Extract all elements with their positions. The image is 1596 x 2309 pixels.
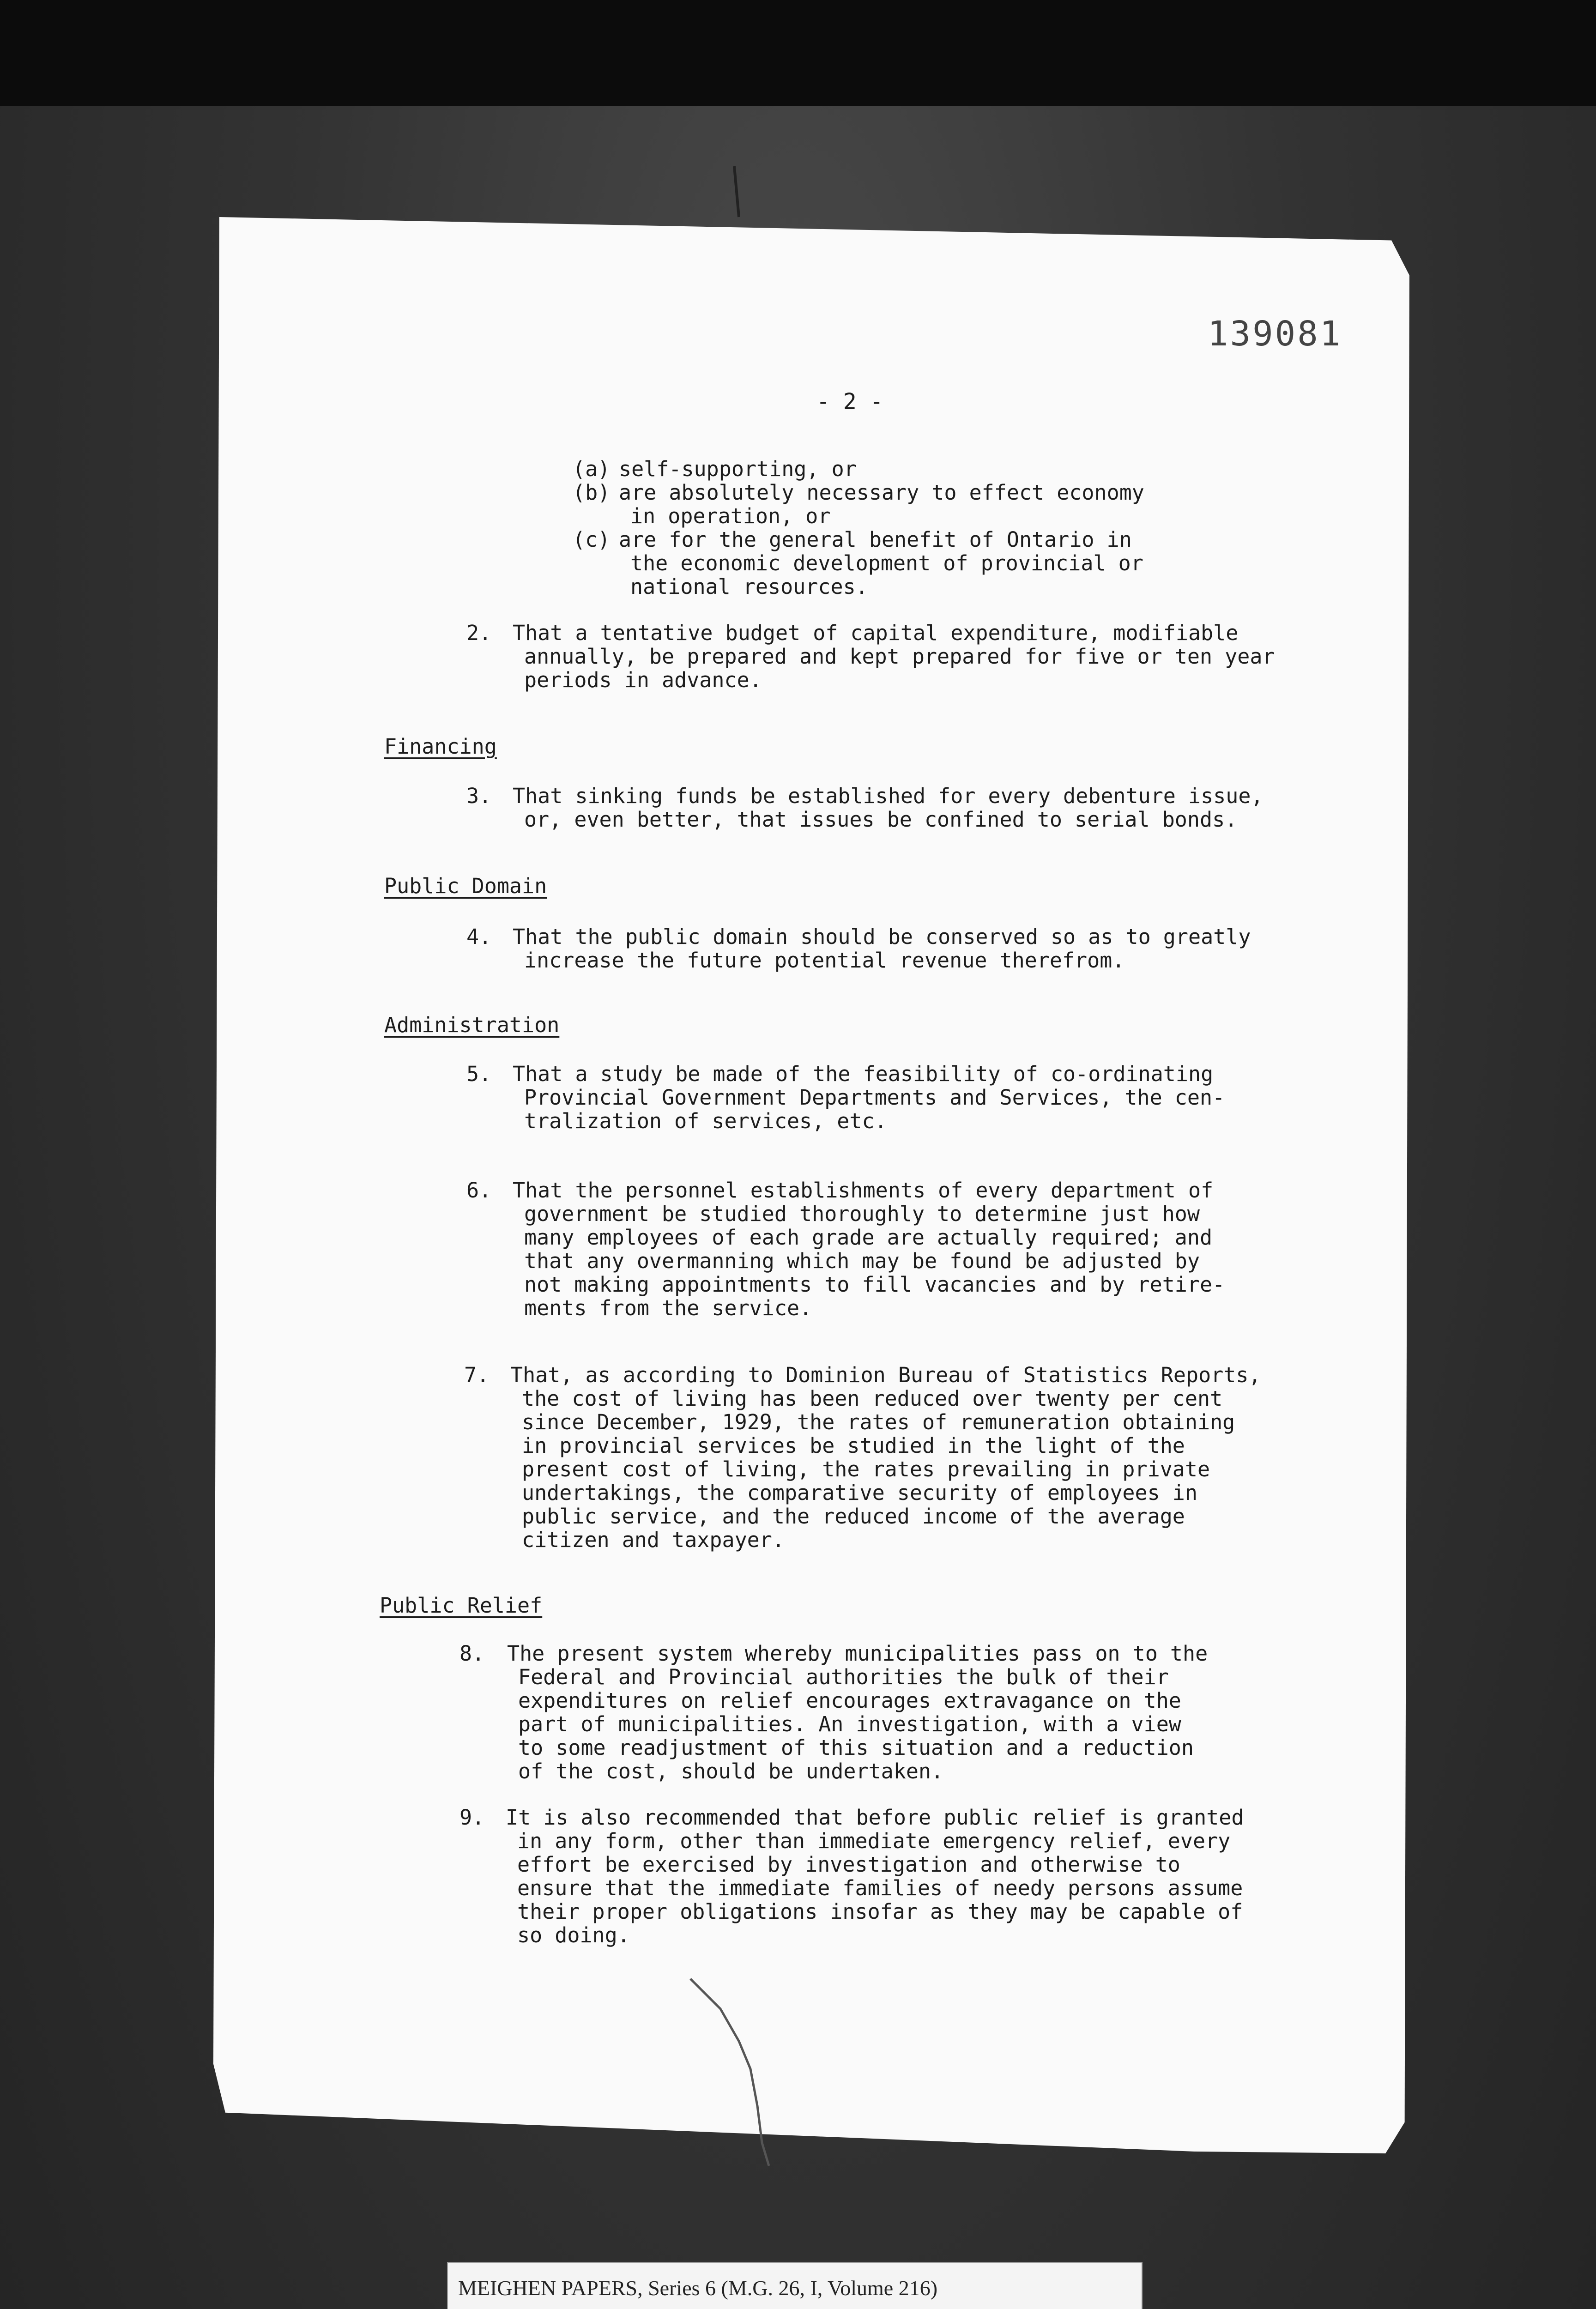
item-line: periods in advance. bbox=[524, 668, 762, 692]
item-line: since December, 1929, the rates of remuneration obtaining bbox=[522, 1410, 1235, 1434]
item-line: That a tentative budget of capital expenditure, modifiable bbox=[513, 621, 1239, 645]
series-label-text: MEIGHEN PAPERS, Series 6 (M.G. 26, I, Volume 216) bbox=[458, 2276, 938, 2300]
item-line: That sinking funds be established for every debenture issue, bbox=[513, 784, 1264, 808]
sub-item-label: (c) bbox=[573, 527, 611, 552]
section-heading-financing: Financing bbox=[384, 734, 497, 759]
item-line: That a study be made of the feasibility of co-ordinating bbox=[513, 1062, 1214, 1086]
sub-item-label: (a) bbox=[573, 457, 611, 481]
item-line: government be studied thoroughly to determine just how bbox=[524, 1202, 1200, 1226]
item-line: annually, be prepared and kept prepared for five or ten year bbox=[524, 644, 1275, 669]
item-line: That the personnel establishments of every department of bbox=[513, 1178, 1214, 1203]
item-line: ensure that the immediate families of needy persons assume bbox=[517, 1876, 1243, 1900]
item-line: That the public domain should be conserved so as to greatly bbox=[513, 925, 1251, 949]
item-line: of the cost, should be undertaken. bbox=[518, 1759, 944, 1783]
series-label bbox=[447, 2262, 1143, 2309]
item-line: present cost of living, the rates prevailing in private bbox=[522, 1457, 1210, 1481]
item-number: 3. bbox=[466, 784, 492, 808]
page-number: - 2 - bbox=[816, 389, 883, 415]
item-line: Federal and Provincial authorities the bulk of their bbox=[518, 1665, 1169, 1689]
item-line: That, as according to Dominion Bureau of Statistics Reports, bbox=[510, 1363, 1261, 1387]
item-line: undertakings, the comparative security of employees in bbox=[522, 1481, 1197, 1505]
item-line: effort be exercised by investigation and otherwise to bbox=[517, 1852, 1180, 1877]
sub-item-line: in operation, or bbox=[630, 504, 831, 528]
item-line: in provincial services be studied in the light of the bbox=[522, 1433, 1185, 1458]
item-number: 5. bbox=[466, 1062, 492, 1086]
item-line: or, even better, that issues be confined to serial bonds. bbox=[524, 807, 1238, 832]
scan-top-band bbox=[0, 0, 1596, 106]
item-number: 6. bbox=[466, 1178, 492, 1203]
archive-stamp-number: 139081 bbox=[1208, 314, 1342, 354]
item-line: their proper obligations insofar as they may be capable of bbox=[517, 1899, 1243, 1924]
item-line: the cost of living has been reduced over twenty per cent bbox=[522, 1386, 1223, 1411]
sub-item-line: are absolutely necessary to effect economy bbox=[619, 480, 1144, 505]
item-number: 9. bbox=[459, 1805, 485, 1830]
item-line: ments from the service. bbox=[524, 1296, 812, 1320]
item-line: public service, and the reduced income of the average bbox=[522, 1504, 1185, 1529]
sub-item-line: national resources. bbox=[630, 574, 868, 599]
item-line: part of municipalities. An investigation, with a view bbox=[518, 1712, 1181, 1736]
item-number: 8. bbox=[459, 1641, 485, 1666]
item-line: citizen and taxpayer. bbox=[522, 1528, 785, 1552]
item-line: Provincial Government Departments and Services, the cen- bbox=[524, 1085, 1225, 1110]
sub-item-line: the economic development of provincial or bbox=[630, 551, 1143, 575]
sub-item-label: (b) bbox=[573, 480, 611, 505]
item-line: It is also recommended that before public relief is granted bbox=[506, 1805, 1244, 1830]
item-line: expenditures on relief encourages extravagance on the bbox=[518, 1688, 1181, 1713]
item-line: increase the future potential revenue therefrom. bbox=[524, 948, 1125, 973]
item-number: 2. bbox=[466, 621, 492, 645]
item-number: 7. bbox=[464, 1363, 490, 1387]
item-line: in any form, other than immediate emergency relief, every bbox=[517, 1829, 1231, 1853]
item-line: many employees of each grade are actually required; and bbox=[524, 1225, 1213, 1250]
item-line: to some readjustment of this situation and a reduction bbox=[518, 1735, 1194, 1760]
item-line: tralization of services, etc. bbox=[524, 1109, 887, 1133]
item-line: The present system whereby municipalities pass on to the bbox=[507, 1641, 1208, 1666]
section-heading-administration: Administration bbox=[384, 1013, 560, 1037]
item-line: so doing. bbox=[517, 1923, 630, 1947]
sub-item-line: self-supporting, or bbox=[619, 457, 857, 481]
item-number: 4. bbox=[466, 925, 492, 949]
section-heading-public-domain: Public Domain bbox=[384, 874, 547, 898]
item-line: not making appointments to fill vacancies and by retire- bbox=[524, 1272, 1225, 1297]
section-heading-public-relief: Public Relief bbox=[380, 1593, 543, 1618]
item-line: that any overmanning which may be found be adjusted by bbox=[524, 1249, 1200, 1273]
sub-item-line: are for the general benefit of Ontario in bbox=[619, 527, 1132, 552]
